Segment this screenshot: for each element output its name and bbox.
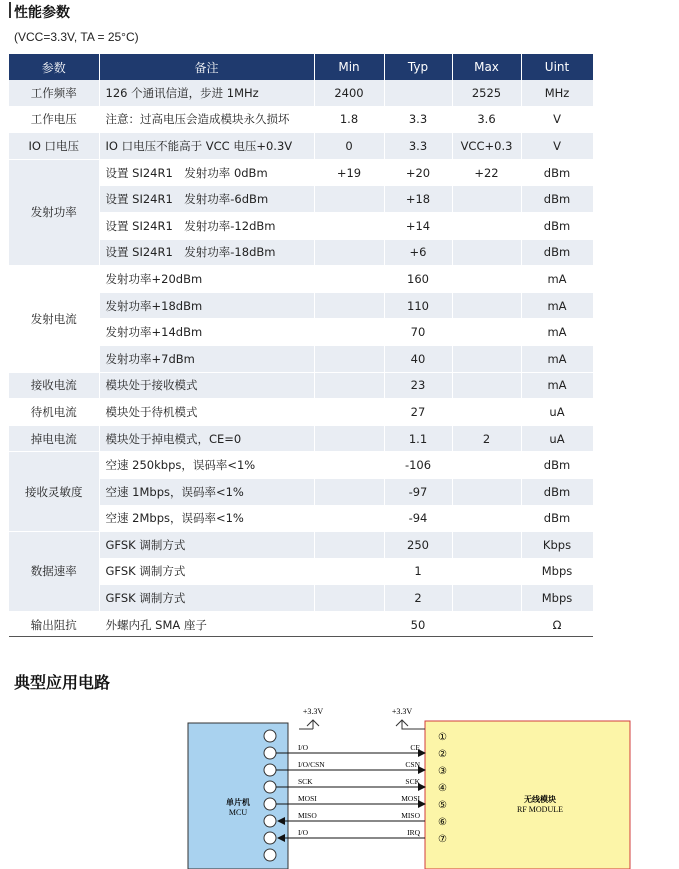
cell-note: 设置 SI24R1 发射功率-18dBm bbox=[99, 239, 314, 266]
cell-max bbox=[452, 292, 521, 319]
signal-label-left: MOSI bbox=[298, 794, 317, 803]
cell-max bbox=[452, 345, 521, 372]
cell-max: 2525 bbox=[452, 80, 521, 106]
section-title-application-circuit: 典型应用电路 bbox=[14, 673, 111, 692]
cell-max bbox=[452, 585, 521, 612]
cell-typ: 110 bbox=[384, 292, 452, 319]
cell-param: 工作频率 bbox=[9, 80, 99, 106]
signal-label-right: MISO bbox=[401, 811, 420, 820]
cell-unit: Kbps bbox=[521, 532, 593, 559]
cell-typ: 40 bbox=[384, 345, 452, 372]
mcu-label-en: MCU bbox=[228, 808, 248, 817]
signal-label-right: CE bbox=[410, 743, 420, 752]
cell-unit: mA bbox=[521, 372, 593, 399]
cell-unit: mA bbox=[521, 292, 593, 319]
cell-max bbox=[452, 452, 521, 479]
vcc-label-left: +3.3V bbox=[302, 707, 324, 716]
cell-min bbox=[314, 611, 384, 638]
table-row bbox=[9, 611, 593, 638]
signal-label-left: I/O/CSN bbox=[298, 760, 325, 769]
cell-typ: 27 bbox=[384, 399, 452, 426]
table-header-row bbox=[9, 54, 593, 80]
mcu-pin bbox=[264, 849, 276, 861]
cell-param: 工作电压 bbox=[9, 106, 99, 133]
table-row bbox=[9, 266, 593, 293]
table-row bbox=[9, 80, 593, 106]
signal-label-right: MOSI bbox=[401, 794, 420, 803]
cell-unit: uA bbox=[521, 399, 593, 426]
cell-unit: dBm bbox=[521, 186, 593, 213]
cell-min bbox=[314, 186, 384, 213]
cell-note: 发射功率+14dBm bbox=[99, 319, 314, 346]
cell-param: 输出阻抗 bbox=[9, 611, 99, 638]
header-typ: Typ bbox=[384, 54, 452, 80]
cell-min bbox=[314, 319, 384, 346]
cell-param: 发射电流 bbox=[9, 266, 99, 372]
table-row bbox=[9, 372, 593, 399]
cell-min: +19 bbox=[314, 159, 384, 186]
cell-unit: dBm bbox=[521, 159, 593, 186]
cell-unit: dBm bbox=[521, 478, 593, 505]
cell-typ: +18 bbox=[384, 186, 452, 213]
cell-note: 空速 1Mbps，误码率<1% bbox=[99, 478, 314, 505]
header-min: Min bbox=[314, 54, 384, 80]
cell-note: IO 口电压不能高于 VCC 电压+0.3V bbox=[99, 133, 314, 160]
header-param: 参数 bbox=[9, 54, 99, 80]
cell-note: 发射功率+7dBm bbox=[99, 345, 314, 372]
mcu-pin bbox=[264, 764, 276, 776]
cell-typ: -106 bbox=[384, 452, 452, 479]
mcu-pin bbox=[264, 815, 276, 827]
cell-unit: dBm bbox=[521, 239, 593, 266]
cell-max bbox=[452, 611, 521, 638]
cell-typ: 3.3 bbox=[384, 106, 452, 133]
cell-note: GFSK 调制方式 bbox=[99, 532, 314, 559]
cell-typ: 1.1 bbox=[384, 425, 452, 452]
cell-max bbox=[452, 532, 521, 559]
signal-label-left: SCK bbox=[298, 777, 313, 786]
cell-unit: Mbps bbox=[521, 558, 593, 585]
cell-max bbox=[452, 266, 521, 293]
cell-typ: 70 bbox=[384, 319, 452, 346]
cell-param: IO 口电压 bbox=[9, 133, 99, 160]
cell-note: 设置 SI24R1 发射功率-6dBm bbox=[99, 186, 314, 213]
cell-typ: +14 bbox=[384, 212, 452, 239]
cell-typ: -97 bbox=[384, 478, 452, 505]
mcu-pin bbox=[264, 730, 276, 742]
cell-typ: 250 bbox=[384, 532, 452, 559]
table-row bbox=[9, 106, 593, 133]
title-marker bbox=[9, 2, 11, 18]
cell-min bbox=[314, 239, 384, 266]
cell-min: 2400 bbox=[314, 80, 384, 106]
cell-min bbox=[314, 452, 384, 479]
cell-param: 发射功率 bbox=[9, 159, 99, 265]
cell-min bbox=[314, 478, 384, 505]
cell-unit: uA bbox=[521, 425, 593, 452]
cell-param: 掉电电流 bbox=[9, 425, 99, 452]
mcu-pin bbox=[264, 832, 276, 844]
cell-unit: Mbps bbox=[521, 585, 593, 612]
rf-label-en: RF MODULE bbox=[516, 805, 564, 814]
signal-label-right: CSN bbox=[405, 760, 420, 769]
signal-label-right: SCK bbox=[405, 777, 420, 786]
cell-note: 模块处于待机模式 bbox=[99, 399, 314, 426]
signal-label-left: I/O bbox=[298, 743, 308, 752]
rf-pin-number: ⑤ bbox=[438, 800, 447, 811]
table-row bbox=[9, 133, 593, 160]
cell-max: 2 bbox=[452, 425, 521, 452]
cell-typ: 2 bbox=[384, 585, 452, 612]
cell-unit: dBm bbox=[521, 505, 593, 532]
cell-max bbox=[452, 399, 521, 426]
rf-pin-number: ① bbox=[438, 732, 447, 743]
signal-label-right: IRQ bbox=[407, 828, 420, 837]
cell-min bbox=[314, 212, 384, 239]
table-bottom-rule bbox=[9, 636, 593, 637]
table-row bbox=[9, 532, 593, 559]
cell-note: 模块处于接收模式 bbox=[99, 372, 314, 399]
cell-min bbox=[314, 372, 384, 399]
table-row bbox=[9, 425, 593, 452]
cell-note: 126 个通讯信道，步进 1MHz bbox=[99, 80, 314, 106]
cell-min bbox=[314, 505, 384, 532]
cell-param: 接收灵敏度 bbox=[9, 452, 99, 532]
table-row bbox=[9, 452, 593, 479]
cell-note: 外螺内孔 SMA 座子 bbox=[99, 611, 314, 638]
cell-min: 1.8 bbox=[314, 106, 384, 133]
cell-max: 3.6 bbox=[452, 106, 521, 133]
rf-pin-number: ⑦ bbox=[438, 834, 447, 845]
cell-unit: V bbox=[521, 133, 593, 160]
cell-max bbox=[452, 505, 521, 532]
vcc-label-right: +3.3V bbox=[391, 707, 413, 716]
cell-min: 0 bbox=[314, 133, 384, 160]
signal-label-left: I/O bbox=[298, 828, 308, 837]
cell-param: 待机电流 bbox=[9, 399, 99, 426]
cell-typ: 160 bbox=[384, 266, 452, 293]
cell-max bbox=[452, 558, 521, 585]
cell-max bbox=[452, 319, 521, 346]
table-row bbox=[9, 159, 593, 186]
cell-unit: mA bbox=[521, 266, 593, 293]
cell-note: GFSK 调制方式 bbox=[99, 585, 314, 612]
cell-note: 发射功率+18dBm bbox=[99, 292, 314, 319]
cell-min bbox=[314, 585, 384, 612]
cell-unit: Ω bbox=[521, 611, 593, 638]
cell-param: 数据速率 bbox=[9, 532, 99, 612]
cell-typ: -94 bbox=[384, 505, 452, 532]
cell-unit: mA bbox=[521, 345, 593, 372]
rf-pin-number: ⑥ bbox=[438, 817, 447, 828]
cell-typ: 50 bbox=[384, 611, 452, 638]
test-conditions: (VCC=3.3V, TA = 25°C) bbox=[14, 30, 139, 44]
cell-min bbox=[314, 266, 384, 293]
cell-min bbox=[314, 399, 384, 426]
cell-unit: mA bbox=[521, 319, 593, 346]
cell-note: 注意：过高电压会造成模块永久损坏 bbox=[99, 106, 314, 133]
cell-typ: +6 bbox=[384, 239, 452, 266]
page-title: 性能参数 bbox=[14, 5, 70, 21]
cell-min bbox=[314, 532, 384, 559]
cell-unit: MHz bbox=[521, 80, 593, 106]
cell-note: GFSK 调制方式 bbox=[99, 558, 314, 585]
mcu-pin bbox=[264, 798, 276, 810]
header-unit: Uint bbox=[521, 54, 593, 80]
cell-min bbox=[314, 558, 384, 585]
vcc-symbol-left bbox=[299, 720, 319, 729]
cell-note: 模块处于掉电模式，CE=0 bbox=[99, 425, 314, 452]
cell-typ bbox=[384, 80, 452, 106]
cell-min bbox=[314, 425, 384, 452]
vcc-symbol-right bbox=[396, 720, 425, 729]
cell-max bbox=[452, 186, 521, 213]
rf-pin-number: ② bbox=[438, 749, 447, 760]
cell-note: 空速 2Mbps，误码率<1% bbox=[99, 505, 314, 532]
cell-note: 空速 250kbps，误码率<1% bbox=[99, 452, 314, 479]
cell-note: 设置 SI24R1 发射功率 0dBm bbox=[99, 159, 314, 186]
cell-min bbox=[314, 345, 384, 372]
application-circuit-diagram bbox=[180, 705, 640, 869]
mcu-block bbox=[188, 723, 288, 869]
cell-typ: 1 bbox=[384, 558, 452, 585]
mcu-pin bbox=[264, 747, 276, 759]
signal-label-left: MISO bbox=[298, 811, 317, 820]
cell-max: VCC+0.3 bbox=[452, 133, 521, 160]
cell-max: +22 bbox=[452, 159, 521, 186]
cell-unit: dBm bbox=[521, 212, 593, 239]
cell-typ: 23 bbox=[384, 372, 452, 399]
cell-typ: 3.3 bbox=[384, 133, 452, 160]
cell-max bbox=[452, 478, 521, 505]
cell-note: 发射功率+20dBm bbox=[99, 266, 314, 293]
mcu-pin bbox=[264, 781, 276, 793]
cell-param: 接收电流 bbox=[9, 372, 99, 399]
cell-unit: dBm bbox=[521, 452, 593, 479]
cell-max bbox=[452, 212, 521, 239]
cell-note: 设置 SI24R1 发射功率-12dBm bbox=[99, 212, 314, 239]
rf-pin-number: ④ bbox=[438, 783, 447, 794]
cell-typ: +20 bbox=[384, 159, 452, 186]
cell-min bbox=[314, 292, 384, 319]
header-max: Max bbox=[452, 54, 521, 80]
mcu-label-cn: 单片机 bbox=[226, 798, 250, 807]
header-note: 备注 bbox=[99, 54, 314, 80]
spec-table bbox=[9, 54, 594, 638]
rf-label-cn: 无线模块 bbox=[524, 795, 556, 804]
cell-unit: V bbox=[521, 106, 593, 133]
cell-max bbox=[452, 372, 521, 399]
rf-pin-number: ③ bbox=[438, 766, 447, 777]
table-row bbox=[9, 399, 593, 426]
cell-max bbox=[452, 239, 521, 266]
